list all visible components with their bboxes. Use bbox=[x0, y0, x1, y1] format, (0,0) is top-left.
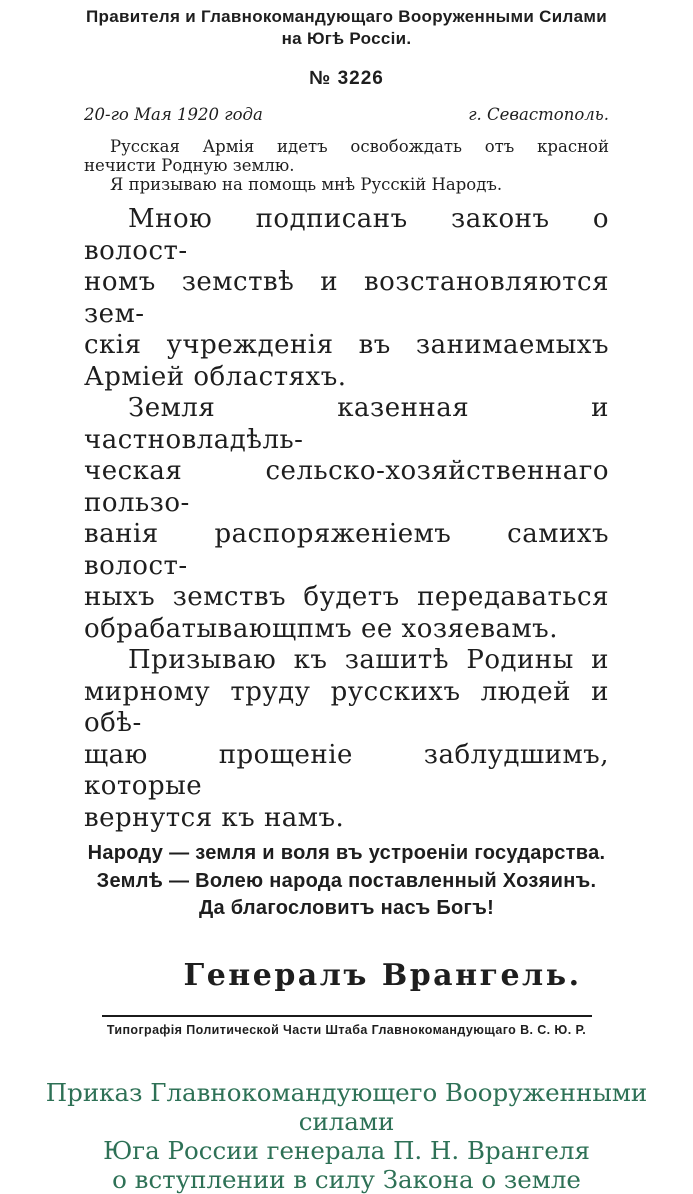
text-line: щаю прощеніе заблудшимъ, которые bbox=[84, 739, 609, 801]
text-line: ческая сельско-хозяйственнаго пользо- bbox=[84, 456, 609, 518]
intro-paragraphs bbox=[84, 137, 609, 194]
caption-line: Приказ Главнокомандующего Вооруженными силами bbox=[45, 1077, 648, 1136]
slogan-line: Да благословитъ насъ Богъ! bbox=[198, 897, 495, 919]
order-number: № 3226 bbox=[309, 68, 384, 89]
letterhead-line-2: на Югѣ Россіи. bbox=[281, 29, 412, 48]
imprint-divider bbox=[102, 1015, 592, 1017]
text-line: мирному труду русскихъ людей и обѣ- bbox=[84, 676, 609, 738]
text-line: ванія распоряженіемъ самихъ волост- bbox=[84, 519, 609, 581]
text-line: Призываю къ зашитѣ Родины и bbox=[128, 645, 609, 675]
text-line: вернутся къ намъ. bbox=[84, 802, 345, 833]
paragraph bbox=[84, 393, 609, 645]
imprint: Типографія Политической Части Штаба Главнокомандующаго В. С. Ю. Р. bbox=[106, 1022, 587, 1037]
slogan-line: Народу — земля и воля въ устроеніи государства. bbox=[87, 842, 606, 864]
dateline-date: 20-го Мая 1920 года bbox=[84, 105, 263, 124]
dateline-place: г. Севастополь. bbox=[468, 105, 609, 124]
slogans bbox=[84, 840, 609, 923]
text-line: Русская Армія идетъ освобождать отъ красной bbox=[110, 137, 609, 156]
text-line: Я призываю на помощь мнѣ Русскій Народъ. bbox=[110, 175, 503, 194]
paragraph bbox=[84, 137, 609, 175]
text-line: Земля казенная и частновладѣль- bbox=[84, 393, 609, 455]
caption-line: о вступлении в силу Закона о земле bbox=[112, 1164, 581, 1194]
dateline bbox=[84, 105, 609, 125]
text-line: Арміей областяхъ. bbox=[84, 361, 347, 392]
letterhead bbox=[84, 6, 609, 50]
body-paragraphs bbox=[84, 204, 609, 834]
text-line: ныхъ земствъ будетъ передаваться bbox=[84, 582, 609, 612]
text-line: номъ земствѣ и возстановляются зем- bbox=[84, 267, 609, 329]
paragraph bbox=[84, 204, 609, 393]
text-line: обрабатывающпмъ ее хозяевамъ. bbox=[84, 613, 558, 644]
text-line: скія учрежденія въ занимаемыхъ bbox=[84, 330, 609, 360]
text-line: нечисти Родную землю. bbox=[84, 156, 295, 175]
caption bbox=[32, 1078, 661, 1194]
slogan-line: Землѣ — Волею народа поставленный Хозяинъ. bbox=[96, 869, 597, 892]
text-line: Мною подписанъ законъ о волост- bbox=[84, 204, 609, 266]
paragraph bbox=[84, 175, 609, 194]
signature: Генералъ Врангель. bbox=[183, 957, 582, 993]
caption-line: Юга России генерала П. Н. Врангеля bbox=[103, 1135, 590, 1165]
paragraph bbox=[84, 645, 609, 834]
letterhead-line-1: Правителя и Главнокомандующаго Вооруженными Силами bbox=[86, 7, 607, 26]
